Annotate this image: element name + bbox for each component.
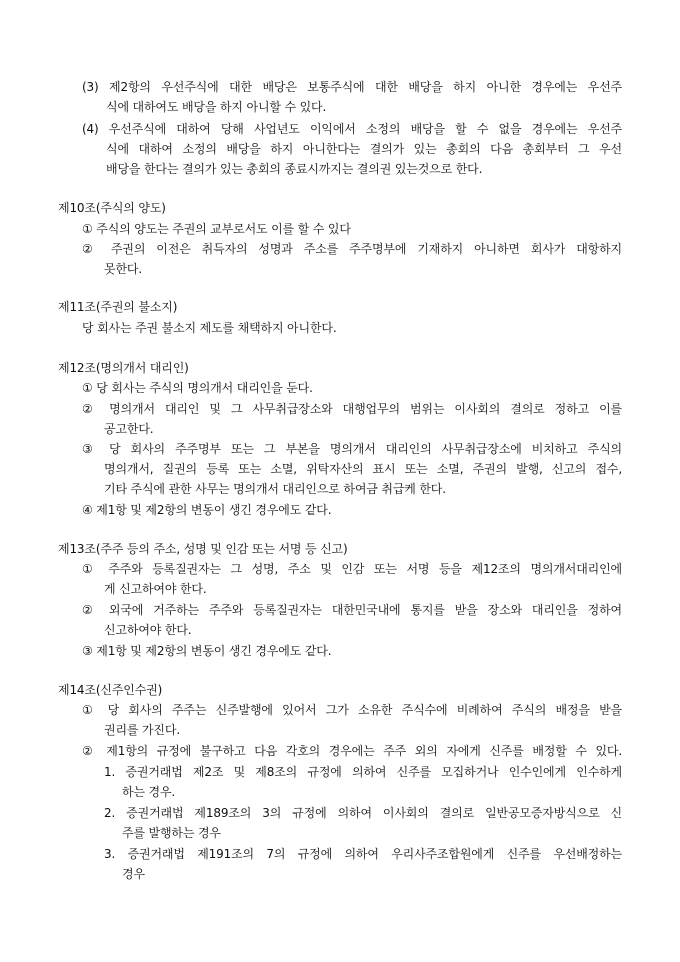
article-10-para-2-line-2: 못한다. (104, 262, 142, 276)
item-3-line-1: (3) 제2항의 우선주식에 대한 배당은 보통주식에 대한 배당을 하지 아니한 경우에는 우선주 (82, 80, 622, 94)
article-12-para-1: ① 당 회사는 주식의 명의개서 대리인을 둔다. (82, 381, 313, 395)
article-14-para-1-line-2: 권리를 가진다. (104, 723, 180, 737)
article-14-heading: 제14조(신주인수권) (58, 683, 163, 697)
article-14-para-1-line-1: ① 당 회사의 주주는 신주발행에 있어서 그가 소유한 주식수에 비례하여 주식의 배정을 받을 (82, 703, 622, 717)
article-12-para-3-line-1: ③ 당 회사의 주주명부 또는 그 부본을 명의개서 대리인의 사무취급장소에 비치하고 주식의 (82, 442, 622, 456)
item-3-line-2: 식에 대하여도 배당을 하지 아니할 수 있다. (106, 100, 327, 114)
article-12-para-4: ④ 제1항 및 제2항의 변동이 생긴 경우에도 같다. (82, 503, 332, 517)
article-12-para-3-line-3: 기타 주식에 관한 사무는 명의개서 대리인으로 하여금 취급케 한다. (104, 482, 446, 496)
article-11-heading: 제11조(주권의 불소지) (58, 300, 178, 314)
article-14-subitem-1-line-1: 1. 증권거래법 제2조 및 제8조의 규정에 의하여 신주를 모집하거나 인수인에게 인수하게 (104, 765, 622, 779)
article-10-heading: 제10조(주식의 양도) (58, 201, 166, 215)
article-13-para-1-line-1: ① 주주와 등록질권자는 그 성명, 주소 및 인감 또는 서명 등을 제12조의 명의개서대리인에 (82, 562, 622, 576)
article-12-para-2-line-2: 공고한다. (104, 422, 154, 436)
article-12-heading: 제12조(명의개서 대리인) (58, 361, 189, 375)
article-11-para-1: 당 회사는 주권 불소지 제도를 채택하지 아니한다. (82, 321, 337, 335)
item-4-line-3: 배당을 한다는 결의가 있는 총회의 종료시까지는 결의권 있는것으로 한다. (106, 162, 483, 176)
article-10-para-1: ① 주식의 양도는 주권의 교부로서도 이를 할 수 있다 (82, 222, 351, 236)
article-14-subitem-3-line-2: 경우 (122, 867, 145, 881)
article-13-para-2-line-1: ② 외국에 거주하는 주주와 등록질권자는 대한민국내에 통지를 받을 장소와 대리인을 정하여 (82, 603, 622, 617)
item-4-line-2: 식에 대하여 소정의 배당을 하지 아니한다는 결의가 있는 총회의 다음 총회부터 그 우선 (106, 142, 622, 156)
article-12-para-2-line-1: ② 명의개서 대리인 및 그 사무취급장소와 대행업무의 범위는 이사회의 결의로 정하고 이를 (82, 402, 622, 416)
article-13-para-3: ③ 제1항 및 제2항의 변동이 생긴 경우에도 같다. (82, 644, 332, 658)
article-14-subitem-3-line-1: 3. 증권거래법 제191조의 7의 규정에 의하여 우리사주조합원에게 신주를 우선배정하는 (104, 847, 622, 861)
article-14-subitem-2-line-2: 주를 발행하는 경우 (122, 826, 221, 840)
article-14-subitem-2-line-1: 2. 증권거래법 제189조의 3의 규정에 의하여 이사회의 결의로 일반공모증자방식으로 신 (104, 806, 622, 820)
article-13-para-2-line-2: 신고하여야 한다. (104, 623, 192, 637)
article-13-para-1-line-2: 게 신고하여야 한다. (104, 582, 207, 596)
article-10-para-2-line-1: ② 주권의 이전은 취득자의 성명과 주소를 주주명부에 기재하지 아니하면 회사가 대항하지 (82, 242, 622, 256)
item-4-line-1: (4) 우선주식에 대하여 당해 사업년도 이익에서 소정의 배당을 할 수 없을 경우에는 우선주 (82, 122, 622, 136)
article-14-subitem-1-line-2: 하는 경우. (122, 785, 176, 799)
article-14-para-2: ② 제1항의 규정에 불구하고 다음 각호의 경우에는 주주 외의 자에게 신주를 배정할 수 있다. (82, 744, 622, 758)
article-13-heading: 제13조(주주 등의 주소, 성명 및 인감 또는 서명 등 신고) (58, 542, 348, 556)
article-12-para-3-line-2: 명의개서, 질권의 등록 또는 소멸, 위탁자산의 표시 또는 소멸, 주권의 발행, 신고의 접수, (104, 462, 622, 476)
